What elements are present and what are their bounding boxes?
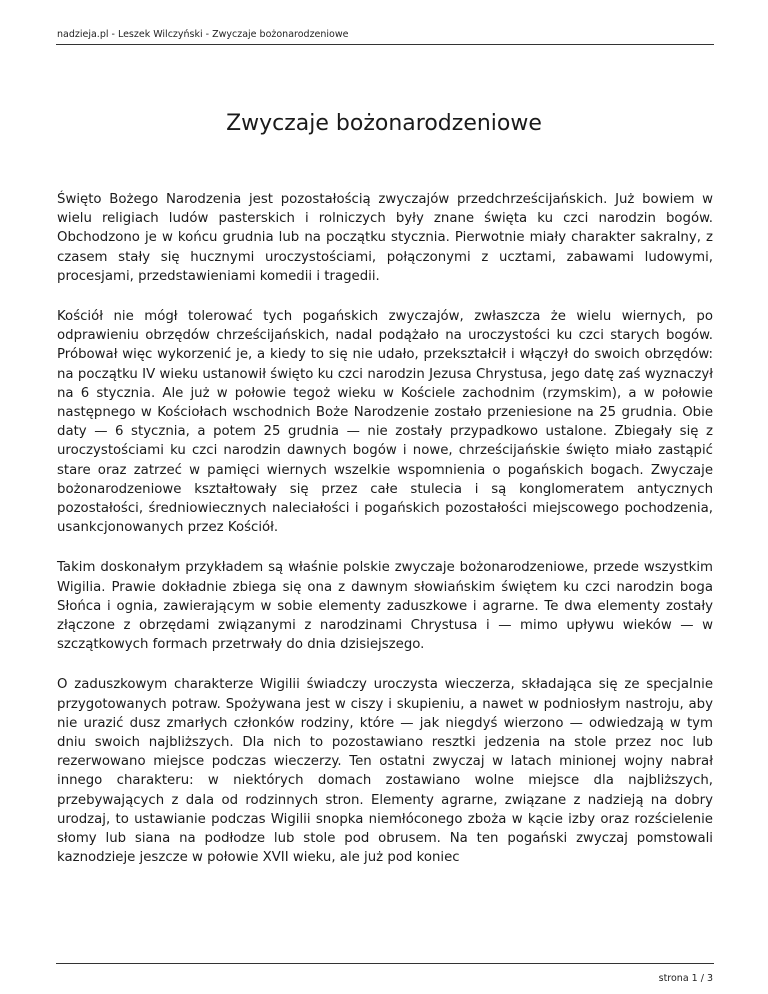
footer-divider xyxy=(56,963,714,964)
paragraph-3: Takim doskonałym przykładem są właśnie polskie zwyczaje bożonarodzeniowe, przede wszystkim Wigilia. Prawie dokładnie zbiega się ona z dawnym słowiańskim świętem ku czci narodzin boga Słońca i ognia, zawierającym w sobie elementy zaduszkowe i agrarne. Te dwa elementy zostały złączone z obrzędami związanymi z narodzinami Chrystusa i — mimo upływu wieków — w szczątkowych formach przetrwały do dnia dzisiejszego. xyxy=(57,560,713,653)
paragraph-2: Kościół nie mógł tolerować tych pogańskich zwyczajów, zwłaszcza że wielu wiernych, po odprawieniu obrzędów chrześcijańskich, nadal podążało na uroczystości ku czci starych bogów. Próbował więc wykorzenić je, a kiedy to się nie udało, przekształcił i włączył do swoich obrzędów: na początku IV wieku ustanowił święto ku czci narodzin Jezusa Chrystusa, jego datę zaś wyznaczył na 6 stycznia. Ale już w połowie tegoż wieku w Kościele zachodnim (rzymskim), a w połowie następnego w Kościołach wschodnich Boże Narodzenie zostało przeniesione na 25 grudnia. Obie daty — 6 stycznia, a potem 25 grudnia — nie zostały przypadkowo ustalone. Zbiegały się z uroczystościami ku czci narodzin dawnych bogów i nowe, chrześcijańskie święto miało zastąpić stare oraz zatrzeć w pamięci wiernych wszelkie wspomnienia o pogańskich bogach. Zwyczaje bożonarodzeniowe kształtowały się przez całe stulecia i są konglomeratem antycznych pozostałości, średniowiecznych naleciałości i pogańskich pozostałości miejscowego pochodzenia, usankcjonowanych przez Kościół. xyxy=(57,309,713,536)
paragraph-4: O zaduszkowym charakterze Wigilii świadczy uroczysta wieczerza, składająca się ze specjalnie przygotowanych potraw. Spożywana jest w ciszy i skupieniu, a nawet w podniosłym nastroju, aby nie urazić dusz zmarłych członków rodziny, które — jak niegdyś wierzono — odwiedzają w tym dniu swoich najbliższych. Dla nich to pozostawiano resztki jedzenia na stole przez noc lub rezerwowano miejsce podczas wieczerzy. Ten ostatni zwyczaj w latach minionej wojny nabrał innego charakteru: w niektórych domach zostawiano wolne miejsce dla najbliższych, przebywających z dala od rodzinnych stron. Elementy agrarne, związane z nadzieją na dobry urodzaj, to ustawianie podczas Wigilii snopka niemłóconego zboża w kącie izby oraz rozścielenie słomy lub siana na podłodze lub stole pod obrusem. Na ten pogański zwyczaj pomstowali kaznodzieje jeszcze w połowie XVII wieku, ale już pod koniec xyxy=(57,677,713,866)
page-number: strona 1 / 3 xyxy=(658,973,713,984)
article-body xyxy=(57,190,713,889)
header-divider xyxy=(56,44,714,45)
running-header: nadzieja.pl - Leszek Wilczyński - Zwyczaje bożonarodzeniowe xyxy=(57,29,349,40)
page-title: Zwyczaje bożonarodzeniowe xyxy=(226,111,542,136)
paragraph-1: Święto Bożego Narodzenia jest pozostałością zwyczajów przedchrześcijańskich. Już bowiem w wielu religiach ludów pasterskich i rolniczych były znane święta ku czci narodzin bogów. Obchodzono je w końcu grudnia lub na początku stycznia. Pierwotnie miały charakter sakralny, z czasem stały się hucznymi uroczystościami, połączonymi z ucztami, zabawami ludowymi, procesjami, przedstawieniami komedii i tragedii. xyxy=(57,192,713,284)
